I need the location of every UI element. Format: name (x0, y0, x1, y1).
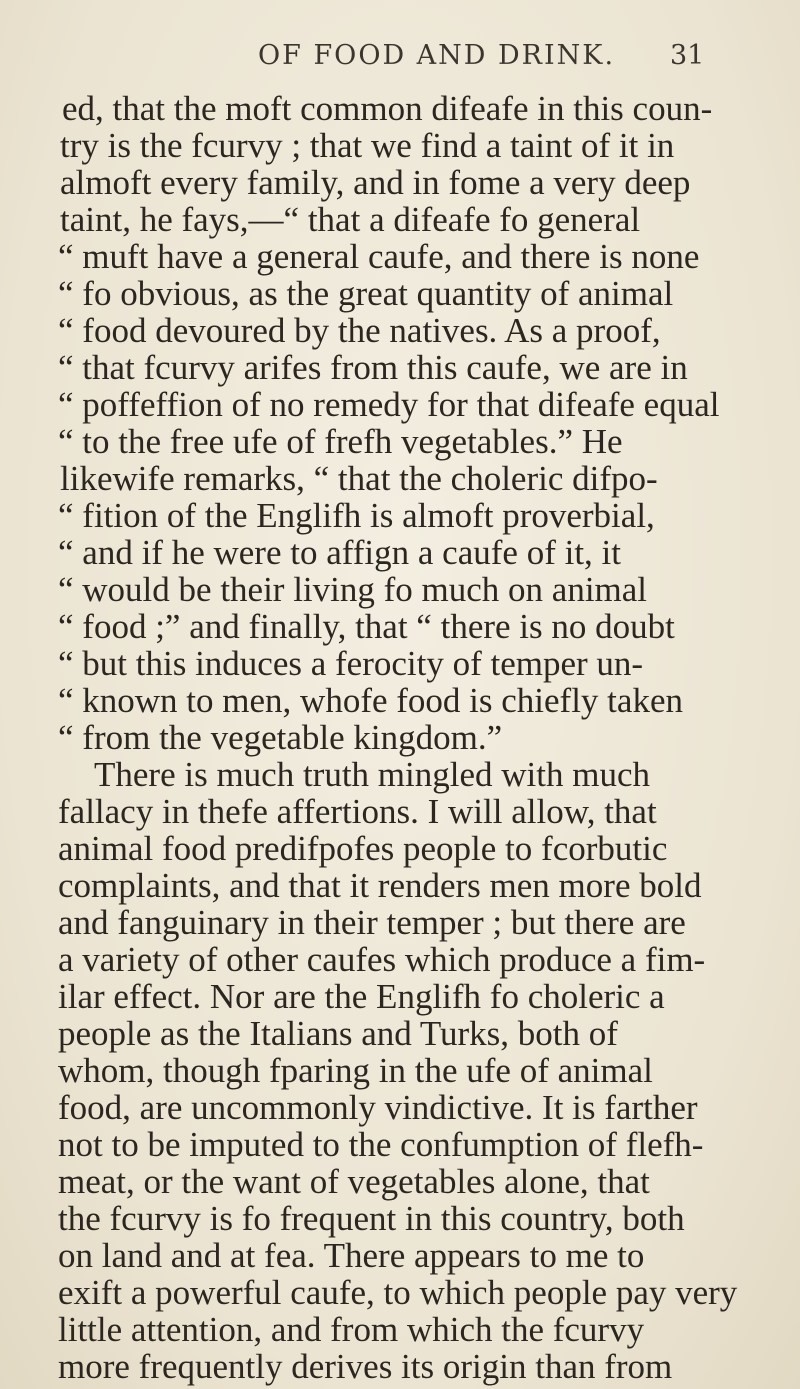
text-line: on land and at fea. There appears to me to (58, 1236, 645, 1275)
text-line: people as the Italians and Turks, both of (58, 1014, 618, 1053)
text-line: “ food ;” and finally, that “ there is no doubt (58, 607, 675, 646)
text-line: meat, or the want of vegetables alone, that (58, 1162, 650, 1201)
text-line: little attention, and from which the fcurvy (58, 1310, 645, 1349)
text-line: “ poffeffion of no remedy for that difeafe equal (58, 385, 720, 424)
text-line: ed, that the moft common difeafe in this coun- (62, 89, 713, 128)
text-line: and fanguinary in their temper ; but there are (58, 903, 686, 942)
text-line: ilar effect. Nor are the Englifh fo choleric a (58, 977, 665, 1016)
text-line: “ muft have a general caufe, and there is none (58, 237, 700, 276)
text-line: “ to the free ufe of frefh vegetables.” He (58, 422, 623, 461)
text-line: try is the fcurvy ; that we find a taint of it in (60, 126, 675, 165)
text-line: animal food predifpofes people to fcorbutic (58, 829, 668, 868)
text-line: “ fo obvious, as the great quantity of animal (58, 274, 674, 313)
text-line: “ food devoured by the natives. As a proof, (58, 311, 661, 350)
text-line: “ that fcurvy arifes from this caufe, we are in (58, 348, 688, 387)
text-line: “ known to men, whofe food is chiefly taken (58, 681, 683, 720)
text-line: “ fition of the Englifh is almoft proverbial, (58, 496, 655, 535)
running-title: OF FOOD AND DRINK. (258, 40, 616, 71)
text-line: more frequently derives its origin than from (58, 1347, 673, 1386)
text-line: “ would be their living fo much on animal (58, 570, 648, 609)
text-line: There is much truth mingled with much (94, 755, 651, 794)
text-line: complaints, and that it renders men more bold (58, 866, 702, 905)
text-line: “ from the vegetable kingdom.” (58, 718, 503, 757)
text-line: not to be imputed to the confumption of flefh- (58, 1125, 704, 1164)
running-head (0, 40, 800, 80)
text-line: “ but this induces a ferocity of temper un- (58, 644, 644, 683)
text-line: almoft every family, and in fome a very deep (60, 163, 691, 202)
page-number: 31 (670, 40, 705, 71)
text-line: food, are uncommonly vindictive. It is farther (58, 1088, 698, 1127)
text-line: exift a powerful caufe, to which people pay very (58, 1273, 738, 1312)
text-line: fallacy in thefe affertions. I will allow, that (58, 792, 657, 831)
text-line: “ and if he were to affign a caufe of it, it (58, 533, 621, 572)
text-line: whom, though fparing in the ufe of animal (58, 1051, 653, 1090)
text-line: likewife remarks, “ that the choleric difpo- (60, 459, 658, 498)
text-line: taint, he fays,—“ that a difeafe fo general (60, 200, 641, 239)
text-line: a variety of other caufes which produce a fim- (58, 940, 706, 979)
text-line: the fcurvy is fo frequent in this country, both (58, 1199, 685, 1238)
